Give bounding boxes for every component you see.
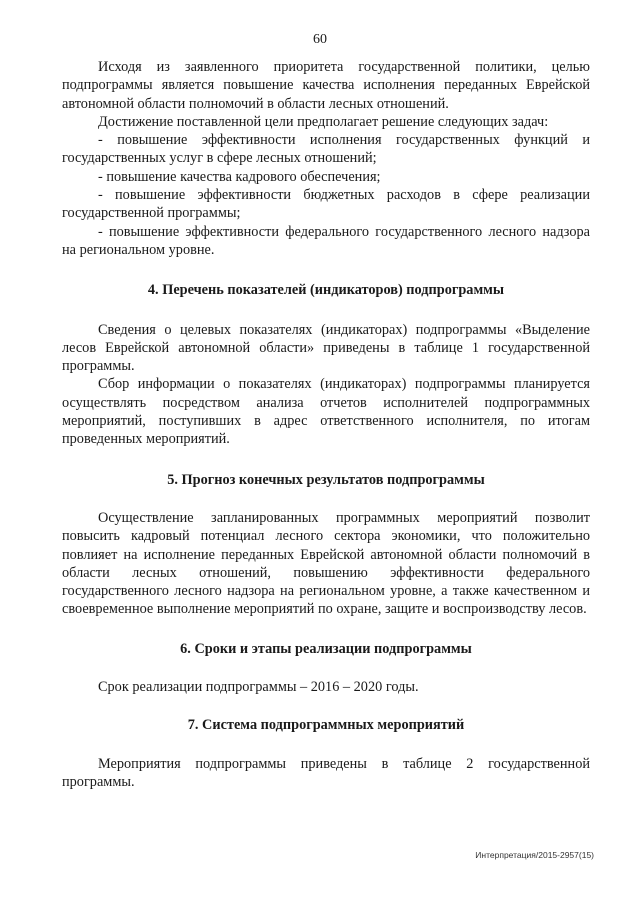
section4-paragraph: Сбор информации о показателях (индикаторах) подпрограммы планируется осуществлять посредством анализа отчетов исполнителей подпрограммных мероприятий, поступивших в адрес ответственного исполнителя, по итогам проведенных мероприятий. [62,376,590,448]
section7-paragraph: Мероприятия подпрограммы приведены в таблице 2 государственной программы. [62,755,590,790]
document-body [62,58,590,791]
task-item: - повышение эффективности исполнения государственных функций и государственных услуг в сфере лесных отношений; [62,132,590,167]
task-item: - повышение качества кадрового обеспечения; [98,168,381,185]
section-heading-4: 4. Перечень показателей (индикаторов) подпрограммы [147,282,505,299]
section-heading-7: 7. Система подпрограммных мероприятий [187,717,465,734]
section-heading-5: 5. Прогноз конечных результатов подпрограммы [167,471,485,488]
goal-paragraph: Достижение поставленной цели предполагает решение следующих задач: [98,113,549,130]
document-code: Интерпретация/2015-2957(15) [475,850,594,860]
section4-paragraph: Сведения о целевых показателях (индикаторах) подпрограммы «Выделение лесов Еврейской автономной области» приведены в таблице 1 государственной программы. [62,321,590,375]
page-number: 60 [313,32,327,47]
section5-paragraph: Осуществление запланированных программных мероприятий позволит повысить кадровый потенциал лесного сектора экономики, что положительно повлияет на исполнение переданных Еврейской автономной области полномочий в области лесных отношений, повышению эффективности федерального государственного лесного надзора на региональном уровне, а также качественном и своевременное выполнение мероприятий по охране, защите и воспроизводству лесов. [62,509,590,618]
section6-paragraph: Срок реализации подпрограммы – 2016 – 2020 годы. [98,679,419,696]
task-item: - повышение эффективности бюджетных расходов в сфере реализации государственной программы; [62,187,590,222]
section-heading-6: 6. Сроки и этапы реализации подпрограммы [180,640,472,657]
task-item: - повышение эффективности федерального государственного лесного надзора на региональном уровне. [62,223,590,258]
intro-paragraph: Исходя из заявленного приоритета государственной политики, целью подпрограммы является повышение качества исполнения переданных Еврейской автономной области полномочий в области лесных отношений. [62,59,590,112]
